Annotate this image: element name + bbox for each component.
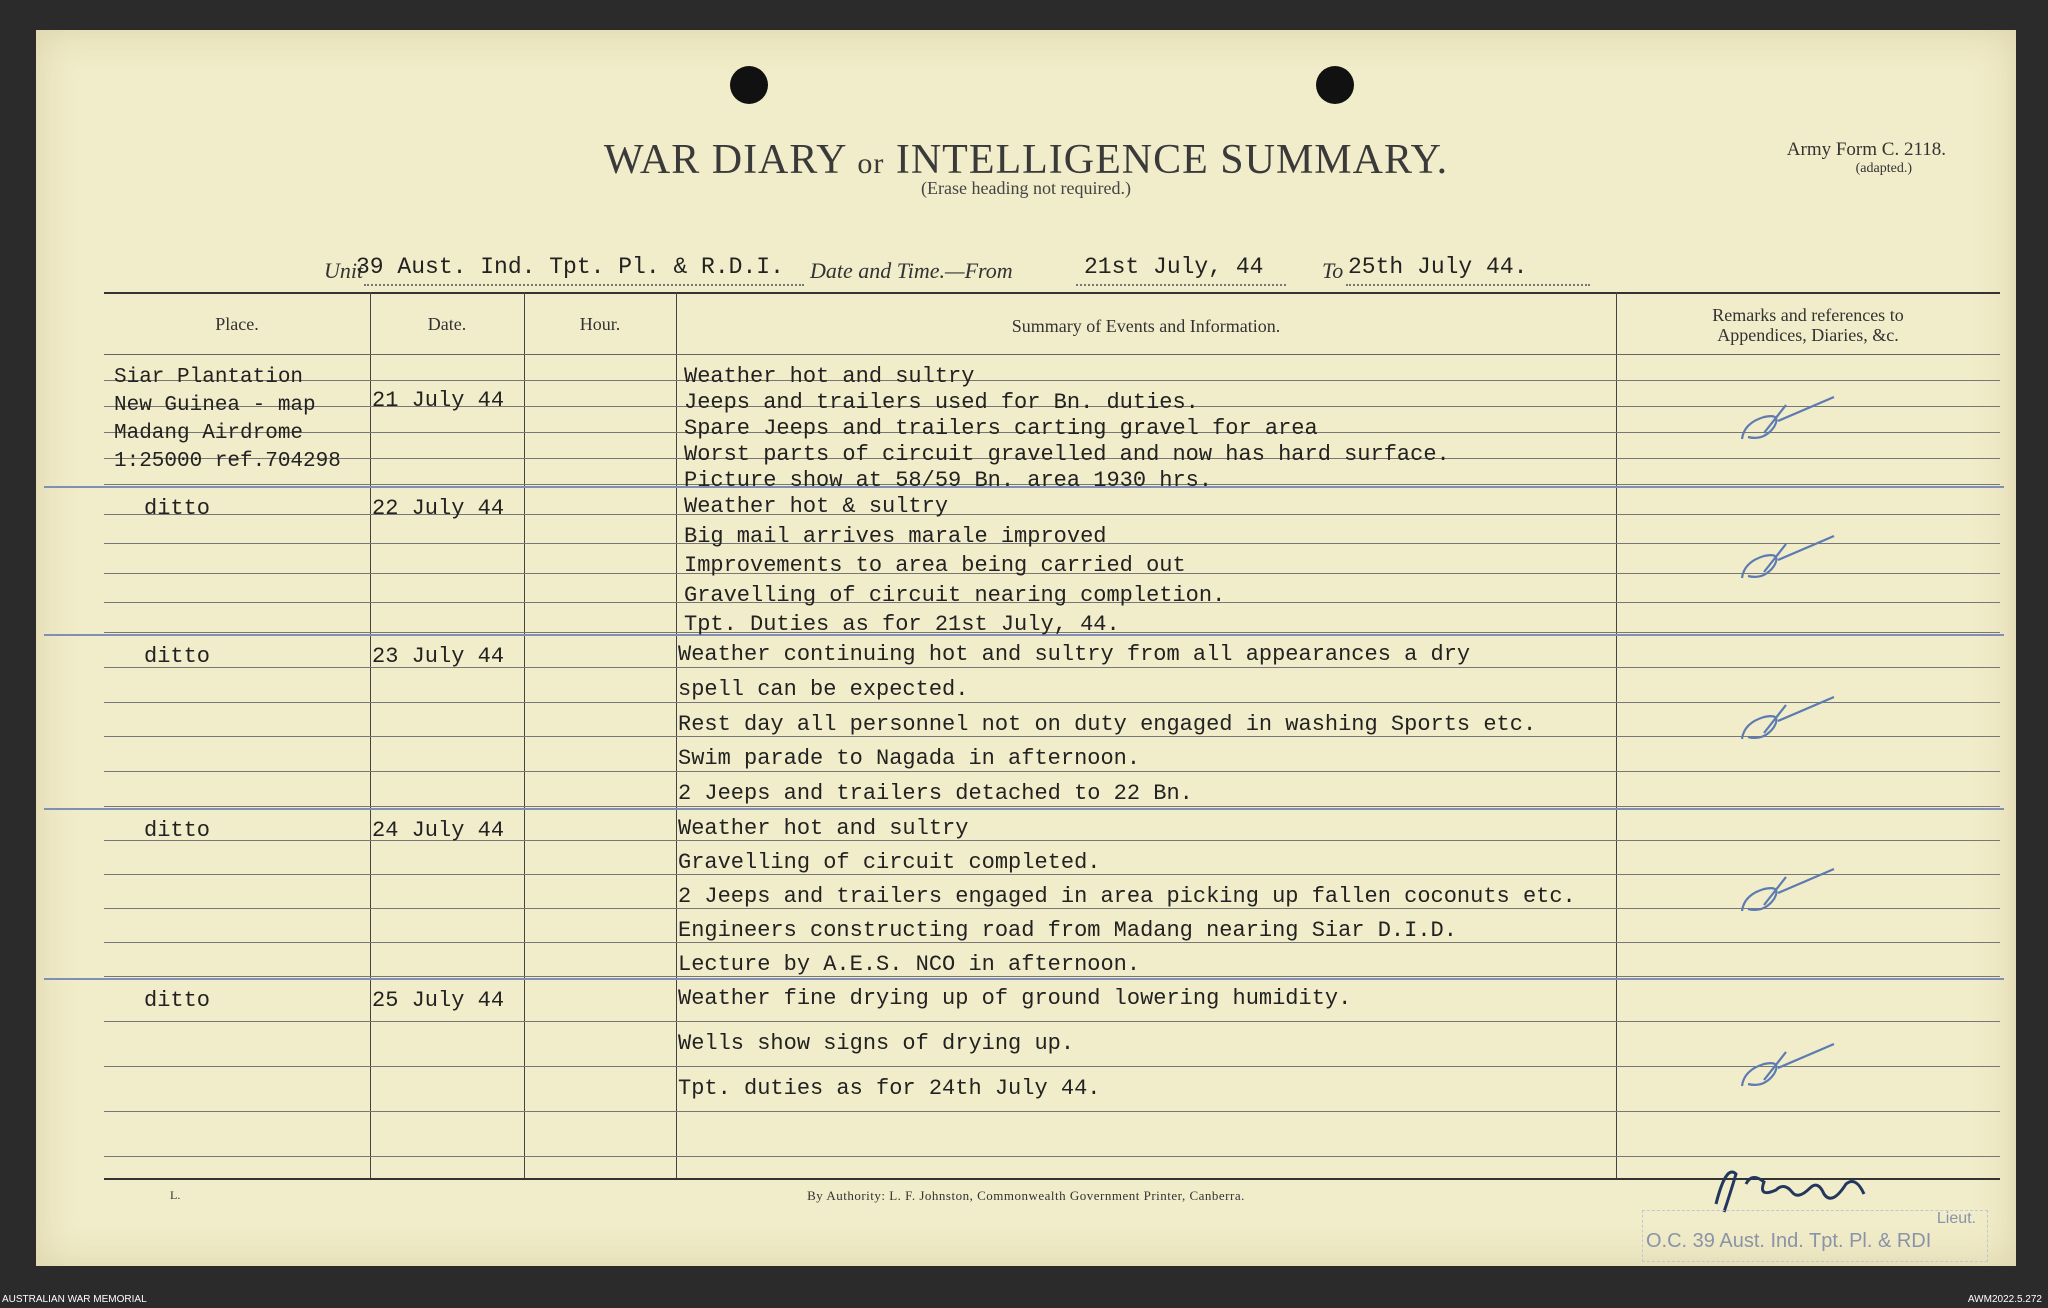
summary-line: Worst parts of circuit gravelled and now has hard surface.: [684, 442, 1450, 467]
summary-line: Weather hot & sultry: [684, 494, 949, 519]
unit-label: Unit: [324, 258, 364, 283]
summary-line: Tpt. Duties as for 21st July, 44.: [684, 612, 1120, 638]
summary-line: Jeeps and trailers used for Bn. duties.: [684, 390, 1199, 415]
summary-line: spell can be expected.: [678, 676, 969, 702]
army-form-label: Army Form C. 2118.: [1786, 139, 1946, 160]
summary-line: Weather hot and sultry: [684, 364, 975, 389]
col-head-summary: Summary of Events and Information.: [1011, 316, 1281, 336]
remarks-initial-tick: [1734, 865, 1844, 925]
col-head-date: Date.: [427, 314, 467, 334]
summary-line: Weather hot and sultry: [678, 816, 969, 841]
summary-line: Picture show at 58/59 Bn. area 1930 hrs.: [684, 468, 1213, 493]
date-time-label: Date and Time.—From: [810, 258, 1013, 283]
remarks-head-line-2: Appendices, Diaries, &c.: [1717, 324, 1899, 345]
summary-line: Lecture by A.E.S. NCO in afternoon.: [678, 952, 1141, 977]
form-title: [36, 136, 2016, 184]
erase-note: (Erase heading not required.): [921, 178, 1131, 198]
title-or: or: [857, 147, 885, 180]
place-cell: Madang Airdrome: [114, 422, 304, 445]
date-cell: 24 July 44: [372, 818, 505, 843]
to-value: 25th July 44.: [1348, 254, 1528, 280]
footer-l-mark: L.: [170, 1188, 181, 1202]
diary-table: [104, 292, 2000, 1184]
archive-caption-left: AUSTRALIAN WAR MEMORIAL: [2, 1294, 147, 1305]
date-cell: 23 July 44: [372, 644, 505, 669]
date-cell: 21 July 44: [372, 388, 505, 413]
place-ditto: ditto: [144, 644, 211, 669]
date-cell: 22 July 44: [372, 496, 505, 521]
place-ditto: ditto: [144, 818, 211, 843]
summary-line: Improvements to area being carried out: [684, 553, 1186, 579]
remarks-initial-tick: [1734, 393, 1844, 453]
summary-line: Gravelling of circuit nearing completion.: [684, 582, 1226, 608]
title-main: WAR DIARY: [603, 137, 846, 183]
punch-hole-left: [730, 66, 768, 104]
title-rest: INTELLIGENCE SUMMARY.: [895, 137, 1449, 183]
summary-line: Weather fine drying up of ground lowering humidity.: [678, 986, 1352, 1011]
col-head-hour: Hour.: [579, 314, 621, 334]
unit-value: 39 Aust. Ind. Tpt. Pl. & R.D.I.: [356, 254, 784, 280]
remarks-initial-tick: [1734, 532, 1844, 592]
summary-line: 2 Jeeps and trailers detached to 22 Bn.: [678, 781, 1193, 807]
unit-line: [324, 254, 1604, 288]
col-head-remarks: [1616, 306, 2000, 346]
place-cell: 1:25000 ref.704298: [114, 450, 341, 473]
summary-line: Big mail arrives marale improved: [684, 523, 1107, 549]
place-cell: Siar Plantation: [114, 366, 304, 389]
summary-line: Rest day all personnel not on duty engaged in washing Sports etc.: [678, 711, 1537, 737]
adapted-note: (adapted.): [1855, 160, 1912, 176]
army-form-number: [1787, 140, 1946, 176]
place-cell: New Guinea - map: [114, 394, 316, 417]
summary-line: 2 Jeeps and trailers engaged in area picking up fallen coconuts etc.: [678, 884, 1576, 909]
date-cell: 25 July 44: [372, 988, 505, 1013]
col-head-place: Place.: [215, 314, 259, 334]
archive-caption-right: AWM2022.5.272: [1967, 1294, 2042, 1305]
officer-stamp: [1642, 1210, 1986, 1258]
punch-hole-right: [1316, 66, 1354, 104]
place-ditto: ditto: [144, 988, 211, 1013]
summary-line: Spare Jeeps and trailers carting gravel for area: [684, 416, 1318, 441]
summary-line: Wells show signs of drying up.: [678, 1031, 1075, 1056]
remarks-initial-tick: [1734, 1040, 1844, 1100]
remarks-head-line-1: Remarks and references to: [1712, 305, 1904, 325]
unit-stamp: O.C. 39 Aust. Ind. Tpt. Pl. & RDI: [1646, 1230, 1932, 1252]
remarks-initial-tick: [1734, 693, 1844, 753]
summary-line: Swim parade to Nagada in afternoon.: [678, 746, 1141, 772]
summary-line: Engineers constructing road from Madang nearing Siar D.I.D.: [678, 918, 1457, 943]
summary-line: Tpt. duties as for 24th July 44.: [678, 1076, 1101, 1101]
place-ditto: ditto: [144, 496, 211, 521]
rank-label: Lieut.: [1936, 1210, 1976, 1227]
to-label: To: [1322, 258, 1344, 283]
from-value: 21st July, 44: [1084, 254, 1264, 280]
diary-sheet: [36, 30, 2016, 1266]
summary-line: Weather continuing hot and sultry from all appearances a dry: [678, 642, 1471, 667]
printer-authority: By Authority: L. F. Johnston, Commonwealth Government Printer, Canberra.: [807, 1188, 1245, 1203]
summary-line: Gravelling of circuit completed.: [678, 850, 1101, 875]
